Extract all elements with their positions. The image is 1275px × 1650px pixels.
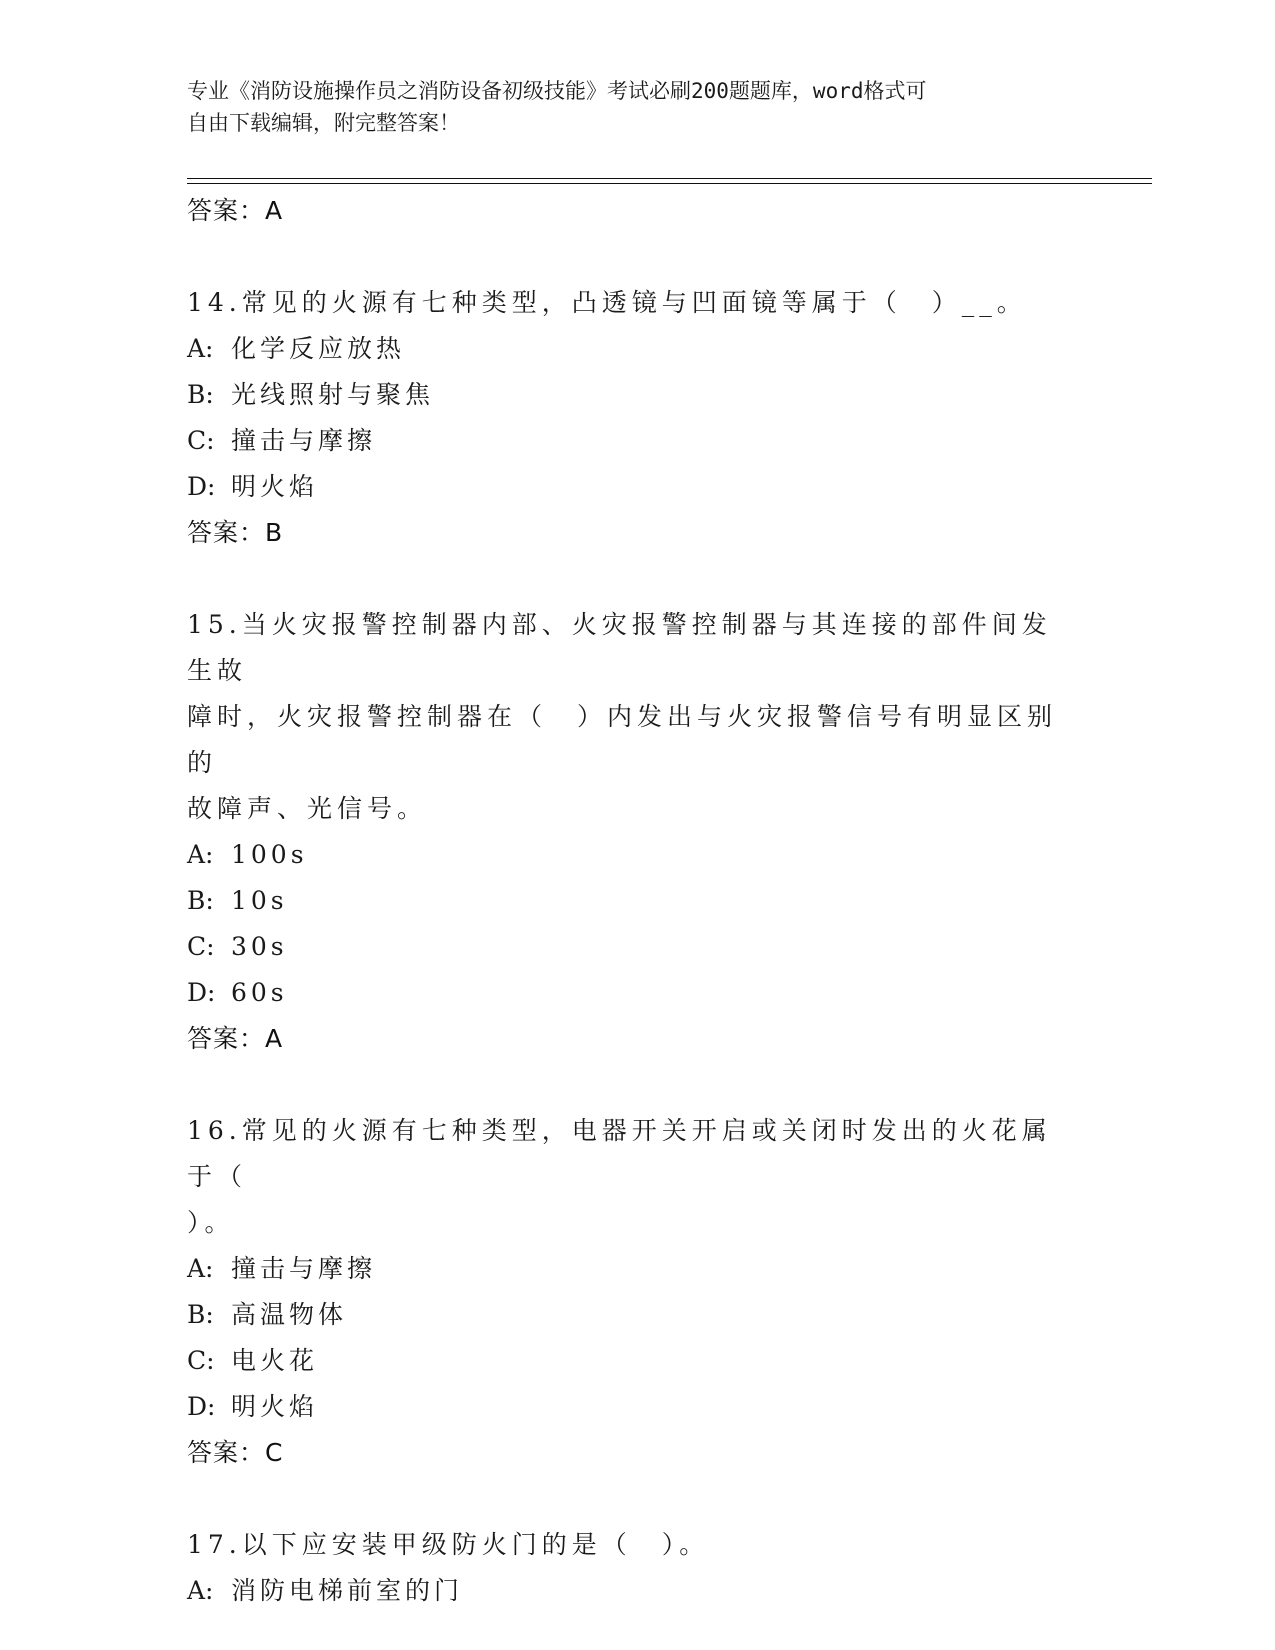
document-body (187, 188, 1067, 1614)
question-text-line-2: 障时，火灾报警控制器在（ ）内发出与火灾报警信号有明显区别的 (187, 702, 1058, 777)
header-rule-bottom (187, 183, 1152, 184)
option-d (187, 970, 1067, 1016)
option-b (187, 372, 1067, 418)
option-text: 明火焰 (231, 472, 319, 501)
spacer (187, 1476, 1067, 1522)
option-a (187, 1568, 1067, 1614)
option-a (187, 832, 1067, 878)
option-text: 消防电梯前室的门 (231, 1576, 464, 1605)
option-c (187, 924, 1067, 970)
option-text: 光线照射与聚焦 (231, 380, 435, 409)
question-text: 17.以下应安装甲级防火门的是（ ）。 (187, 1530, 710, 1559)
option-a (187, 1246, 1067, 1292)
question-15 (187, 602, 1067, 1062)
header-line-2: 自由下载编辑，附完整答案！ (187, 111, 460, 135)
option-b (187, 1292, 1067, 1338)
option-text: 明火焰 (231, 1392, 319, 1421)
option-letter: A: (187, 334, 214, 363)
option-text: 100s (231, 840, 308, 869)
option-letter: D: (187, 1392, 216, 1421)
option-text: 10s (231, 886, 288, 915)
option-letter: C: (187, 932, 215, 961)
option-text: 化学反应放热 (231, 334, 406, 363)
answer-label: 答案：A (187, 1024, 284, 1053)
question-14 (187, 280, 1067, 556)
question-text-line-1: 16.常见的火源有七种类型，电器开关开启或关闭时发出的火花属于（ (187, 1116, 1052, 1191)
question-16 (187, 1108, 1067, 1476)
option-b (187, 878, 1067, 924)
option-c (187, 1338, 1067, 1384)
option-letter: B: (187, 380, 214, 409)
option-text: 撞击与摩擦 (231, 426, 377, 455)
answer-label: 答案：C (187, 1438, 284, 1467)
question-text-line-2: ）。 (187, 1208, 235, 1237)
header-rule-top (187, 178, 1152, 179)
option-text: 撞击与摩擦 (231, 1254, 377, 1283)
option-letter: A: (187, 1254, 214, 1283)
option-letter: D: (187, 472, 216, 501)
option-letter: A: (187, 840, 214, 869)
option-text: 30s (231, 932, 288, 961)
page-header (187, 75, 1067, 139)
question-text: 14.常见的火源有七种类型，凸透镜与凹面镜等属于（ ）__。 (187, 288, 1027, 317)
answer-label: 答案：A (187, 196, 284, 225)
question-text-line-1: 15.当火灾报警控制器内部、火灾报警控制器与其连接的部件间发生故 (187, 610, 1052, 685)
option-letter: A: (187, 1576, 214, 1605)
answer-label: 答案：B (187, 518, 284, 547)
spacer (187, 234, 1067, 280)
option-letter: B: (187, 886, 214, 915)
option-letter: C: (187, 426, 215, 455)
option-letter: D: (187, 978, 216, 1007)
option-d (187, 464, 1067, 510)
question-17 (187, 1522, 1067, 1614)
header-line-1: 专业《消防设施操作员之消防设备初级技能》考试必刷200题题库，word格式可 (187, 79, 927, 103)
option-a (187, 326, 1067, 372)
question-text-line-3: 故障声、光信号。 (187, 794, 428, 823)
option-letter: B: (187, 1300, 214, 1329)
option-text: 60s (231, 978, 288, 1007)
option-text: 电火花 (231, 1346, 319, 1375)
spacer (187, 556, 1067, 602)
option-c (187, 418, 1067, 464)
option-d (187, 1384, 1067, 1430)
option-letter: C: (187, 1346, 215, 1375)
document-page (187, 0, 1152, 1650)
option-text: 高温物体 (231, 1300, 348, 1329)
spacer (187, 1062, 1067, 1108)
